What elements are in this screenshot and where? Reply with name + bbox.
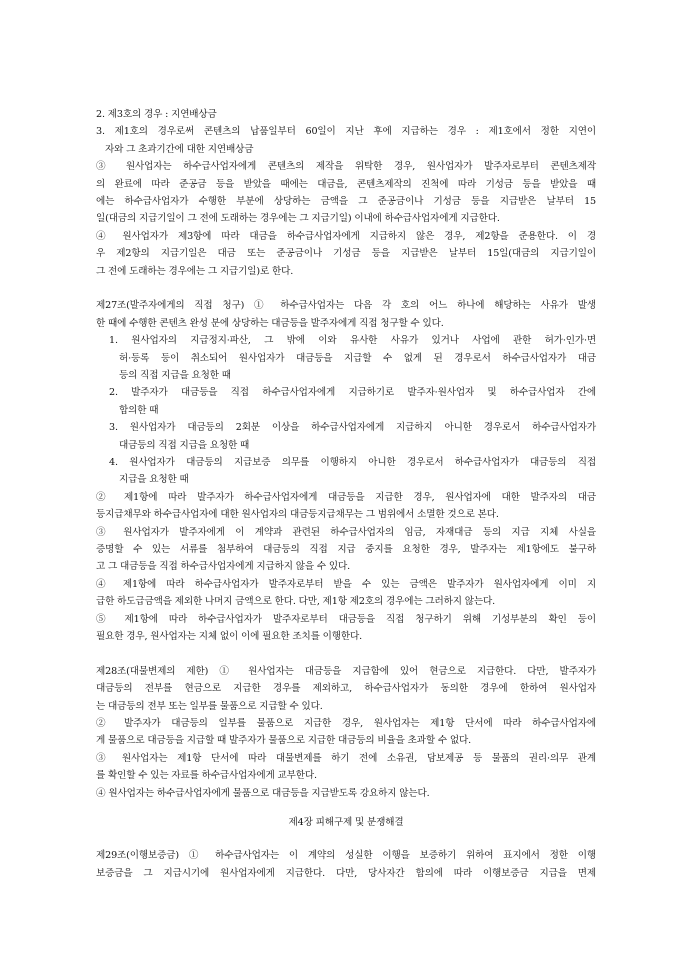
document-line: 4. 원사업자가 대금등의 지급보증 의무를 이행하지 아니한 경우로서 하수급사업자가 대금등의 직접: [109, 457, 596, 468]
document-line: 1. 원사업자의 지급정지·파산, 그 밖에 이와 유사한 사유가 있거나 사업에 관한 허가·인가·면: [109, 335, 596, 347]
document-line: 고 그 대금등을 직접 하수급사업자에게 지급하지 않을 수 있다.: [96, 561, 351, 573]
document-line: ③ 원사업자는 제1항 단서에 따라 대물변제를 하기 전에 소유권, 담보제공 등 물품의 권리·의무 관계: [96, 752, 596, 764]
document-line: 그 전에 도래하는 경우에는 그 지급기일)로 한다.: [96, 265, 294, 277]
document-line: 제27조(발주자에게의 직접 청구) ① 하수급사업자는 다음 각 호의 어느 하나에 해당하는 사유가 발생: [96, 300, 596, 312]
document-line: ④ 원사업자가 제3항에 따라 대금을 하수급사업자에게 지급하지 않은 경우, 제2항을 준용한다. 이 경: [96, 230, 596, 242]
document-line: 일(대금의 지급기일이 그 전에 도래하는 경우에는 그 지급기일) 이내에 하수급사업자에게 지급한다.: [96, 213, 500, 225]
document-line: 3. 원사업자가 대금등의 2회분 이상을 하수급사업자에게 지급하지 아니한 경우로서 하수급사업자가: [109, 422, 596, 434]
document-line: ⑤ 제1항에 따라 하수급사업자가 발주자로부터 대금등을 직접 청구하기 위해 기성부분의 확인 등이: [96, 613, 596, 625]
chapter-heading: 제4장 피해구제 및 분쟁해결: [288, 817, 404, 828]
document-line: 보증금을 그 지급시기에 원사업자에게 지급한다. 다만, 당사자간 합의에 따라 이행보증금 지급을 면제: [96, 867, 596, 879]
document-line: 급한 하도급금액을 제외한 나머지 금액으로 한다. 다만, 제1항 제2호의 경우에는 그러하지 않는다.: [96, 596, 495, 608]
document-line: 3. 제1호의 경우로써 콘텐츠의 납품일부터 60일이 지난 후에 지급하는 경우 : 제1호에서 정한 지연이: [96, 126, 596, 138]
document-line: 제29조(이행보증금) ① 하수급사업자는 이 계약의 성실한 이행을 보증하기 위하여 표지에서 정한 이행: [96, 850, 596, 862]
document-line: 등지급채무와 하수급사업자에 대한 원사업자의 대금등지급채무는 그 범위에서 소멸한 것으로 본다.: [96, 509, 499, 521]
document-line: ③ 원사업자가 발주자에게 이 계약과 관련된 하수급사업자의 임금, 자재대금 등의 지급 지체 사실을: [96, 526, 596, 538]
document-line: 2. 제3호의 경우 : 지연배상금: [96, 109, 217, 120]
document-line: ④ 제1항에 따라 하수급사업자가 발주자로부터 받을 수 있는 금액은 발주자가 원사업자에게 이미 지: [96, 578, 596, 590]
document-line: 합의한 때: [119, 404, 159, 416]
document-line: 필요한 경우, 원사업자는 지체 없이 이에 필요한 조치를 이행한다.: [96, 631, 363, 642]
document-line: 제28조(대물변제의 제한) ① 원사업자는 대금등을 지급함에 있어 현금으로 지급한다. 다만, 발주자가: [96, 665, 596, 677]
document-line: 지급을 요청한 때: [119, 474, 189, 486]
document-line: 의 완료에 따라 준공금 등을 받았을 때에는 대금을, 콘텐츠제작의 진척에 따라 기성금 등을 받았을 때: [96, 178, 596, 190]
document-line: ② 발주자가 대금등의 일부를 물품으로 지급한 경우, 원사업자는 제1항 단서에 따라 하수급사업자에: [96, 718, 596, 729]
document-line: ④ 원사업자는 하수급사업자에게 물품으로 대금등을 지급받도록 강요하지 않는다.: [96, 787, 430, 799]
document-line: 대금등의 직접 지급을 요청한 때: [119, 439, 250, 451]
document-line: ② 제1항에 따라 발주자가 하수급사업자에게 대금등을 지급한 경우, 원사업자에 대한 발주자의 대금: [96, 491, 596, 503]
document-line: 허·등록 등이 취소되어 원사업자가 대금등을 지급할 수 없게 된 경우로서 하수급사업자가 대금: [119, 352, 596, 364]
document-line: 2. 발주자가 대금등을 직접 하수급사업자에게 지급하기로 발주자·원사업자 및 하수급사업자 간에: [109, 387, 596, 399]
document-line: 대금등의 전부를 현금으로 지급한 경우를 제외하고, 하수급사업자가 동의한 경우에 한하여 원사업자: [96, 683, 596, 695]
document-line: 한 때에 수행한 콘텐츠 완성 분에 상당하는 대금등을 발주자에게 직접 청구할 수 있다.: [96, 317, 444, 329]
document-line: 우 제2항의 지급기일은 대금 또는 준공금이나 기성금 등을 지급받은 날부터 15일(대금의 지급기일이: [96, 248, 596, 260]
document-line: 를 확인할 수 있는 자료를 하수급사업자에게 교부한다.: [96, 770, 317, 782]
document-line: 증명할 수 있는 서류를 첨부하여 대금등의 직접 지급 중지를 요청한 경우, 발주자는 제1항에도 불구하: [96, 544, 596, 555]
document-line: 에는 하수급사업자가 수행한 부분에 상당하는 금액을 그 준공금이나 기성금 등을 지급받은 날부터 15: [96, 196, 596, 207]
document-line: ③ 원사업자는 하수급사업자에게 콘텐츠의 제작을 위탁한 경우, 원사업자가 발주자로부터 콘텐츠제작: [96, 161, 596, 173]
document-line: 게 물품으로 대금등을 지급할 때 발주자가 물품으로 지급한 대금등의 비율을 초과할 수 없다.: [96, 735, 472, 747]
document-line: 는 대금등의 전부 또는 일부를 물품으로 지급할 수 있다.: [96, 700, 323, 712]
document-line: 등의 직접 지급을 요청한 때: [119, 370, 231, 381]
document-line: 자와 그 초과기간에 대한 지연배상금: [105, 143, 254, 155]
